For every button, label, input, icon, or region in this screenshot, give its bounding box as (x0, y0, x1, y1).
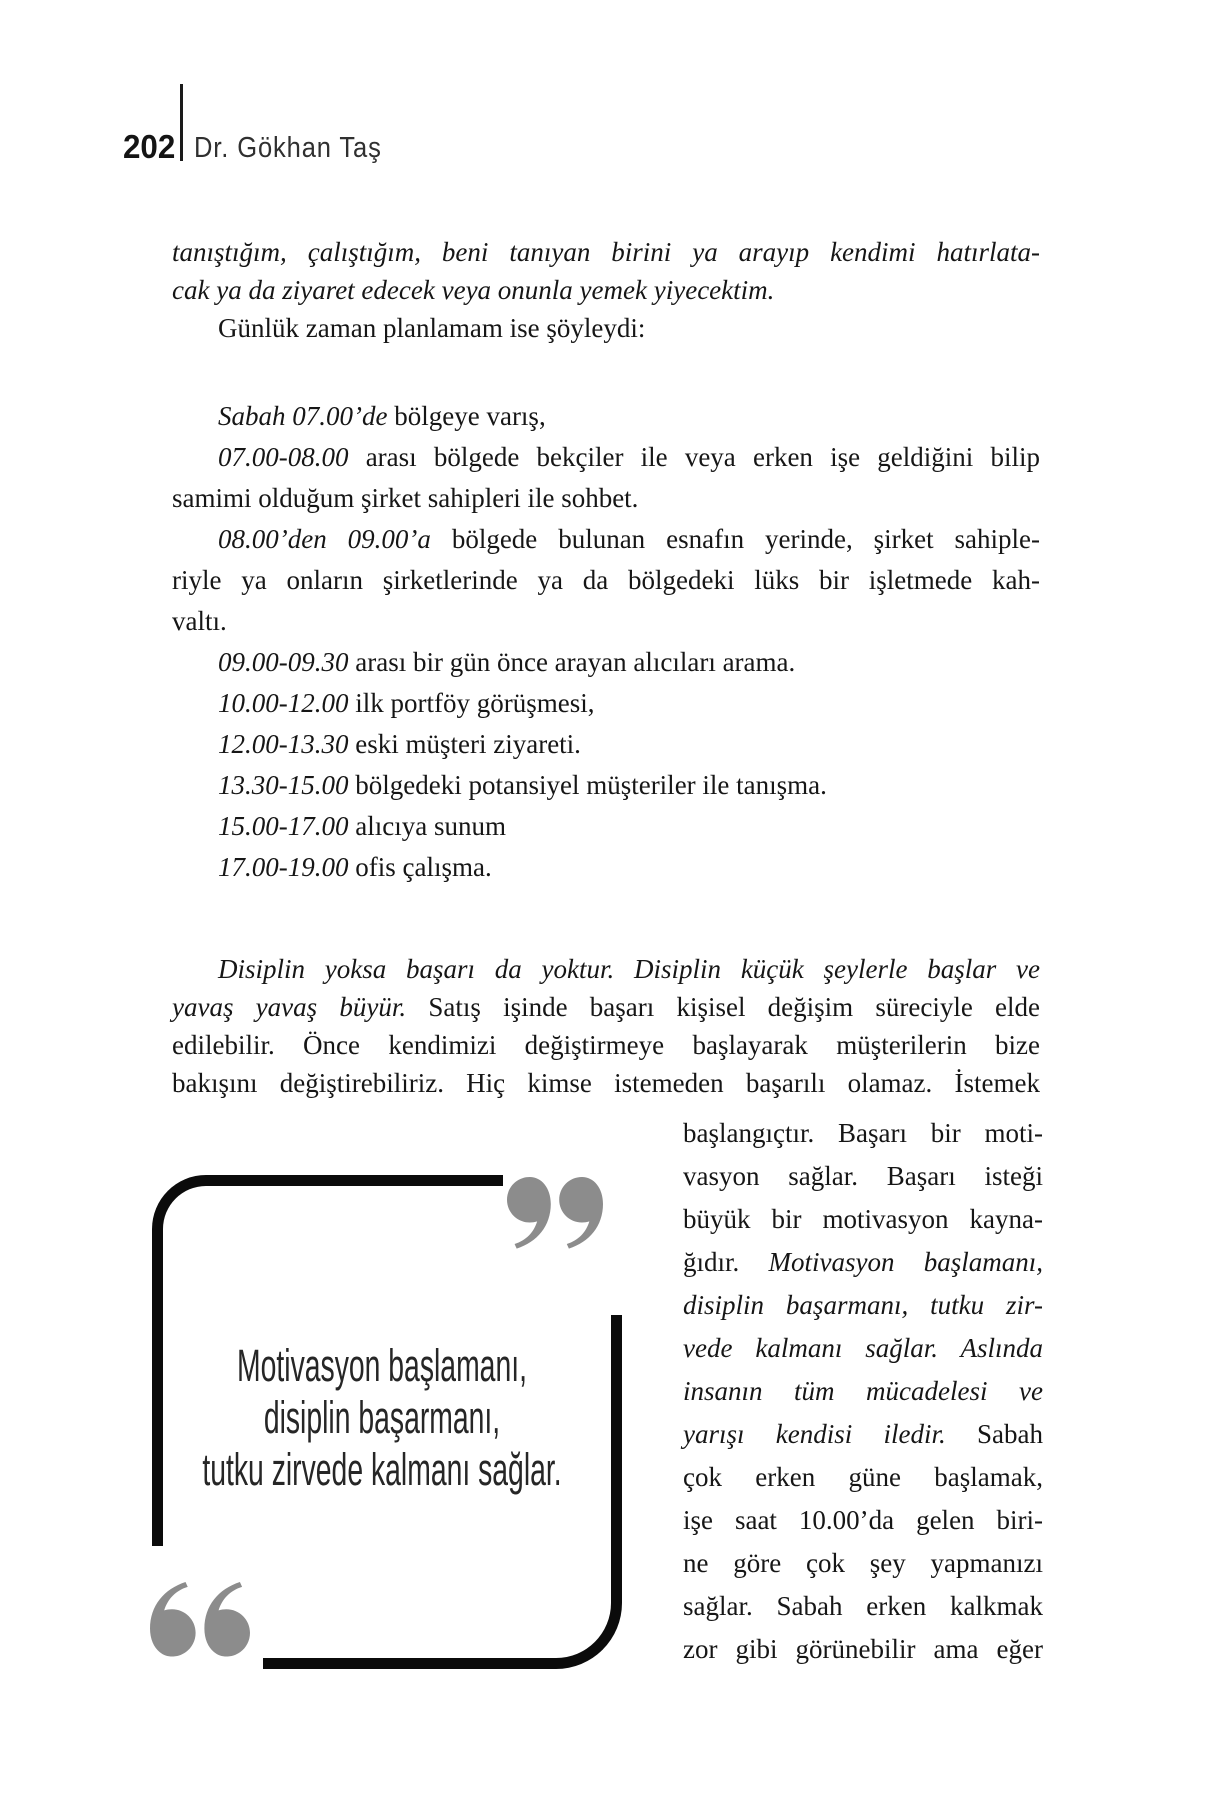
text-line (163, 1392, 600, 1444)
text-line (683, 1112, 1043, 1155)
text: başlangıçtır. Başarı bir moti- (683, 1118, 1043, 1148)
text-line (163, 1340, 600, 1392)
italic-text: 08.00’den 09.00’a (218, 524, 452, 554)
text-line (683, 1456, 1043, 1499)
daily-schedule-list (172, 396, 1040, 888)
italic-text: 07.00-08.00 (218, 442, 366, 472)
text-line (172, 1064, 1040, 1102)
text-line (172, 847, 1040, 888)
text: riyle ya onların şirketlerinde ya da bölgedeki lüks bir işletmede kah- (172, 565, 1040, 595)
italic-text: 12.00-13.30 (218, 729, 356, 759)
text: valtı. (172, 606, 227, 636)
text: çok erken güne başlamak, (683, 1462, 1043, 1492)
text: samimi olduğum şirket sahipleri ile sohbet. (172, 483, 639, 513)
paragraph-opening (172, 233, 1040, 347)
text-line (172, 519, 1040, 560)
text-line (172, 233, 1040, 271)
italic-text: 17.00-19.00 (218, 852, 356, 882)
text: sağlar. Sabah erken kalkmak (683, 1591, 1043, 1621)
text: alıcıya sunum (355, 811, 506, 841)
text: Satış işinde başarı kişisel değişim süreciyle elde (428, 992, 1040, 1022)
text-line (172, 724, 1040, 765)
text: arası bir gün önce arayan alıcıları arama. (355, 647, 796, 677)
text-line (172, 1026, 1040, 1064)
text: Sabah (977, 1419, 1043, 1449)
italic-text: vede kalmanı sağlar. Aslında (683, 1333, 1043, 1363)
text-line (683, 1327, 1043, 1370)
text-line (172, 478, 1040, 519)
text-line (172, 601, 1040, 642)
text-line (172, 309, 1040, 347)
text: eski müşteri ziyareti. (355, 729, 581, 759)
text-line (172, 560, 1040, 601)
italic-text: insanın tüm mücadelesi ve (683, 1376, 1043, 1406)
text-line (172, 396, 1040, 437)
italic-text: yarışı kendisi iledir. (683, 1419, 978, 1449)
text-line (172, 765, 1040, 806)
italic-text: Sabah 07.00’de (218, 401, 395, 431)
text: işe saat 10.00’da gelen biri- (683, 1505, 1043, 1535)
text-line (172, 988, 1040, 1026)
text: tutku zirvede kalmanı sağlar. (202, 1444, 562, 1495)
text-line (683, 1413, 1043, 1456)
text: ilk portföy görüşmesi, (355, 688, 595, 718)
italic-text: yavaş yavaş büyür. (172, 992, 429, 1022)
pull-quote-text (163, 1340, 600, 1496)
text-line (683, 1284, 1043, 1327)
text: ne göre çok şey yapmanızı (683, 1548, 1043, 1578)
text: bölgedeki potansiyel müşteriler ile tanışma. (355, 770, 827, 800)
text-line (683, 1198, 1043, 1241)
italic-text: 10.00-12.00 (218, 688, 356, 718)
text-line (683, 1628, 1043, 1671)
text: edilebilir. Önce kendimizi değiştirmeye başlayarak müşterilerin bize (172, 1030, 1040, 1060)
italic-text: disiplin başarmanı, tutku zir- (683, 1290, 1043, 1320)
text: arası bölgede bekçiler ile veya erken işe geldiğini bilip (365, 442, 1040, 472)
text: büyük bir motivasyon kayna- (683, 1204, 1043, 1234)
text-line (172, 642, 1040, 683)
text-line (172, 437, 1040, 478)
text: disiplin başarmanı, (263, 1392, 501, 1443)
italic-text: 09.00-09.30 (218, 647, 356, 677)
text: bölgeye varış, (394, 401, 546, 431)
text: Motivasyon başlamanı, (237, 1340, 527, 1391)
header-divider (180, 84, 183, 161)
text-line (683, 1155, 1043, 1198)
text-line (683, 1241, 1043, 1284)
opening-quote-icon (150, 1582, 250, 1657)
text-line (683, 1542, 1043, 1585)
italic-text: Motivasyon başlamanı, (768, 1247, 1043, 1277)
text: Günlük zaman planlamam ise şöyleydi: (218, 313, 646, 343)
text-line (683, 1585, 1043, 1628)
italic-text: 15.00-17.00 (218, 811, 356, 841)
italic-text: tanıştığım, çalıştığım, beni tanıyan birini ya arayıp kendimi hatırlata- (172, 237, 1040, 267)
author-name: Dr. Gökhan Taş (194, 132, 382, 164)
text: ofis çalışma. (355, 852, 492, 882)
closing-quote-icon (507, 1177, 603, 1249)
text-line (172, 806, 1040, 847)
italic-text: 13.30-15.00 (218, 770, 356, 800)
paragraph-right-column (683, 1112, 1043, 1671)
text: zor gibi görünebilir ama eğer (683, 1634, 1043, 1664)
text: vasyon sağlar. Başarı isteği (683, 1161, 1043, 1191)
italic-text: Disiplin yoksa başarı da yoktur. Disiplin küçük şeylerle başlar ve (218, 954, 1040, 984)
text-line (683, 1370, 1043, 1413)
text: bakışını değiştirebiliriz. Hiç kimse istemeden başarılı olamaz. İstemek (172, 1068, 1040, 1098)
text-line (172, 683, 1040, 724)
text-line (163, 1444, 600, 1496)
text-line (683, 1499, 1043, 1542)
text: bölgede bulunan esnafın yerinde, şirket sahiple- (451, 524, 1040, 554)
text-line (172, 271, 1040, 309)
paragraph-discipline (172, 950, 1040, 1102)
text: ğıdır. (683, 1247, 769, 1277)
italic-text: cak ya da ziyaret edecek veya onunla yemek yiyecektim. (172, 275, 775, 305)
page-number: 202 (123, 128, 176, 165)
text-line (172, 950, 1040, 988)
